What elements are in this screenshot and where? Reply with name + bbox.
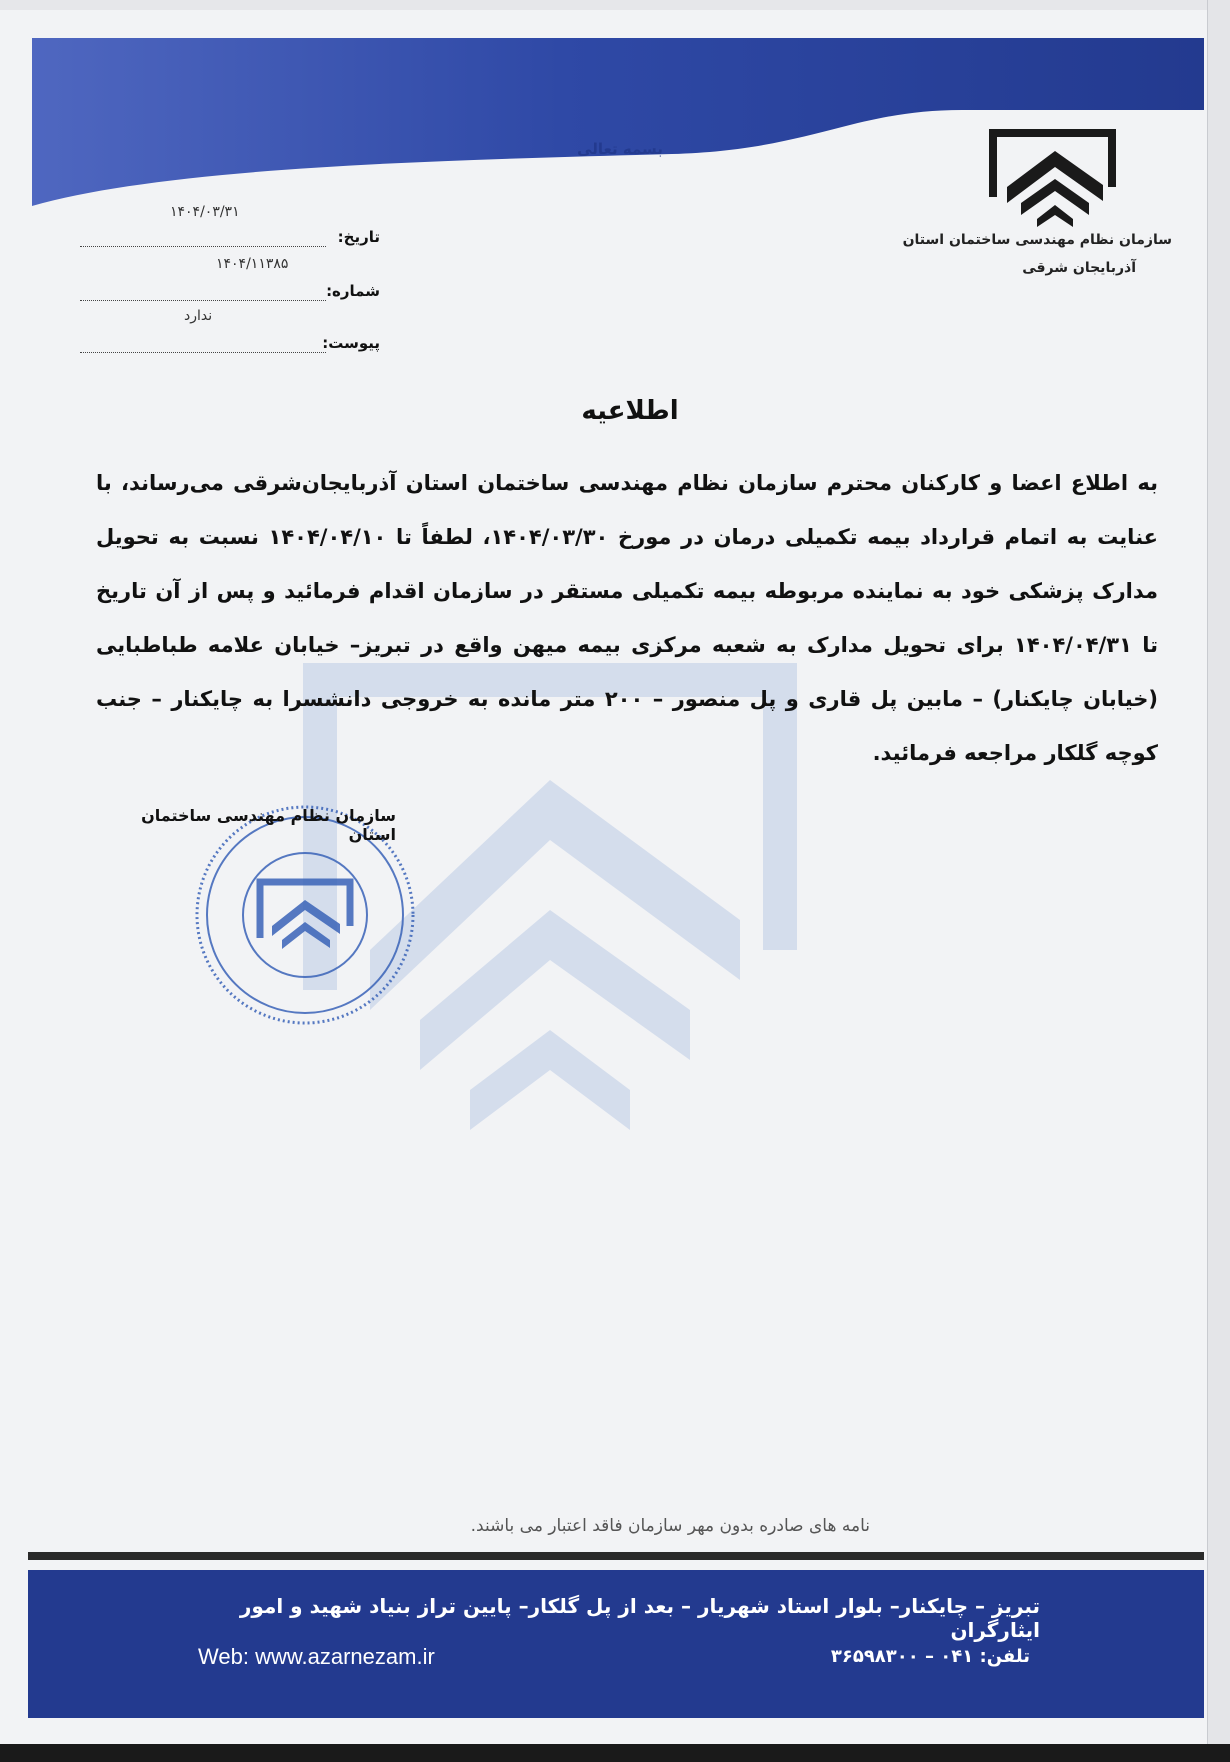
date-dotted-line (80, 246, 326, 247)
notice-body: به اطلاع اعضا و کارکنان محترم سازمان نظام مهندسی ساختمان استان آذربایجان‌شرقی می‌رساند، با عنایت به اتمام قرارداد بیمه تکمیلی درمان در مورخ ۱۴۰۴/۰۳/۳۰، لطفاً تا ۱۴۰۴/۰۴/۱۰ نسبت به تحویل مدارک پزشکی خود به نماینده مربوطه بیمه تکمیلی مستقر در سازمان اقدام فرمائید و پس از آن تاریخ تا ۱۴۰۴/۰۴/۳۱ برای تحویل مدارک به شعبه مرکزی بیمه میهن واقع در تبریز– خیابان علامه طباطبایی (خیابان چایکنار) – مابین پل قاری و پل منصور – ۲۰۰ متر مانده به خروجی دانشسرا به چایکنار – جنب کوچه گلکار مراجعه فرمائید. (96, 471, 1159, 765)
signature-line: سازمان نظام مهندسی ساختمان استان (141, 806, 396, 844)
footer-validity-note: نامه های صادره بدون مهر سازمان فاقد اعتبار می باشند. (470, 1516, 870, 1536)
footer-phone: تلفن: ۰۴۱ – ۳۶۵۹۸۳۰۰ (830, 1646, 1030, 1667)
number-dotted-line (80, 300, 326, 301)
notice-title: اطلاعیه (581, 396, 679, 426)
attachment-field (80, 308, 380, 364)
basmala: بسمه تعالی (577, 140, 663, 158)
date-value: ۱۴۰۴/۰۳/۳۱ (170, 204, 240, 220)
number-value: ۱۴۰۴/۱۱۳۸۵ (216, 256, 289, 272)
number-label: شماره: (326, 282, 380, 300)
page-right-edge (1207, 0, 1230, 1762)
attachment-dotted-line (80, 352, 326, 353)
org-name-line-1: سازمان نظام مهندسی ساختمان استان (902, 232, 1172, 248)
footer-divider (28, 1552, 1204, 1560)
date-label: تاریخ: (337, 228, 380, 246)
page-top-edge (0, 0, 1230, 10)
organization-logo (985, 125, 1120, 235)
date-field (80, 204, 380, 258)
attachment-label: پیوست: (322, 334, 380, 352)
org-name-line-2: آذربایجان شرقی (1022, 260, 1136, 276)
number-field (80, 256, 380, 312)
footer-website: Web: www.azarnezam.ir (198, 1644, 435, 1669)
attachment-value: ندارد (184, 308, 213, 324)
footer-address: تبریز – چایکنار– بلوار استاد شهریار – بعد از پل گلکار– پایین تراز بنیاد شهید و امور ایثارگران (239, 1594, 1040, 1642)
page-bottom-edge (0, 1744, 1230, 1762)
